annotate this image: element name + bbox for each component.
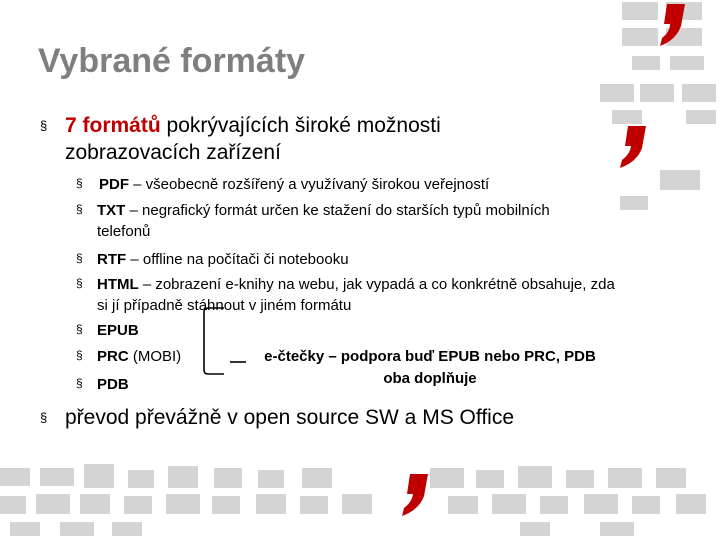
format-description: – offline na počítači či notebooku [126,251,349,268]
bullet-conversion [40,404,600,431]
format-name: PRC [97,348,129,365]
bullet-marker: § [76,251,83,265]
format-name: PDB [97,376,129,393]
list-item-html [76,274,616,316]
bullet-marker: § [76,348,83,362]
format-name: EPUB [97,322,139,339]
format-description: – zobrazení e-knihy na webu, jak vypadá a co konkrétně obsahuje, zda si jí případně stáhnout v jiném formátu [97,276,615,314]
bullet-marker: § [76,202,83,216]
list-item-pdb [76,374,216,395]
format-description: – negrafický formát určen ke stažení do starších typů mobilních telefonů [97,202,550,240]
bullet-marker: § [76,322,83,336]
format-description: – všeobecně rozšířený a využívaný širokou veřejností [129,176,490,193]
list-item-epub [76,320,216,341]
ereader-note-line-1: e-čtečky – podpora buď EPUB nebo PRC, PDB [264,348,596,365]
list-item-pdf [76,174,636,195]
list-item-rtf [76,249,636,270]
format-name: PDF [99,176,129,193]
ereader-note-line-2: oba doplňuje [383,370,477,387]
format-name: TXT [97,202,126,219]
format-description: (MOBI) [128,348,182,365]
bullet-marker: § [40,410,48,425]
bullet-marker: § [76,376,83,390]
formats-count: 7 formátů [65,114,161,137]
format-name: RTF [97,251,127,268]
bullet-marker: § [76,176,83,190]
ereader-support-note [238,346,622,390]
slide-title: Vybrané formáty [38,42,306,80]
list-item-prc [76,346,216,367]
list-item-txt [76,200,596,242]
format-name: HTML [97,276,139,293]
formats-intro-text: pokrývajících široké možnosti zobrazovacích zařízení [65,114,441,164]
bullet-marker: § [40,118,48,133]
bullet-marker: § [76,276,83,290]
conversion-text: převod převážně v open source SW a MS Office [65,406,514,429]
bullet-formats-intro [40,112,520,166]
